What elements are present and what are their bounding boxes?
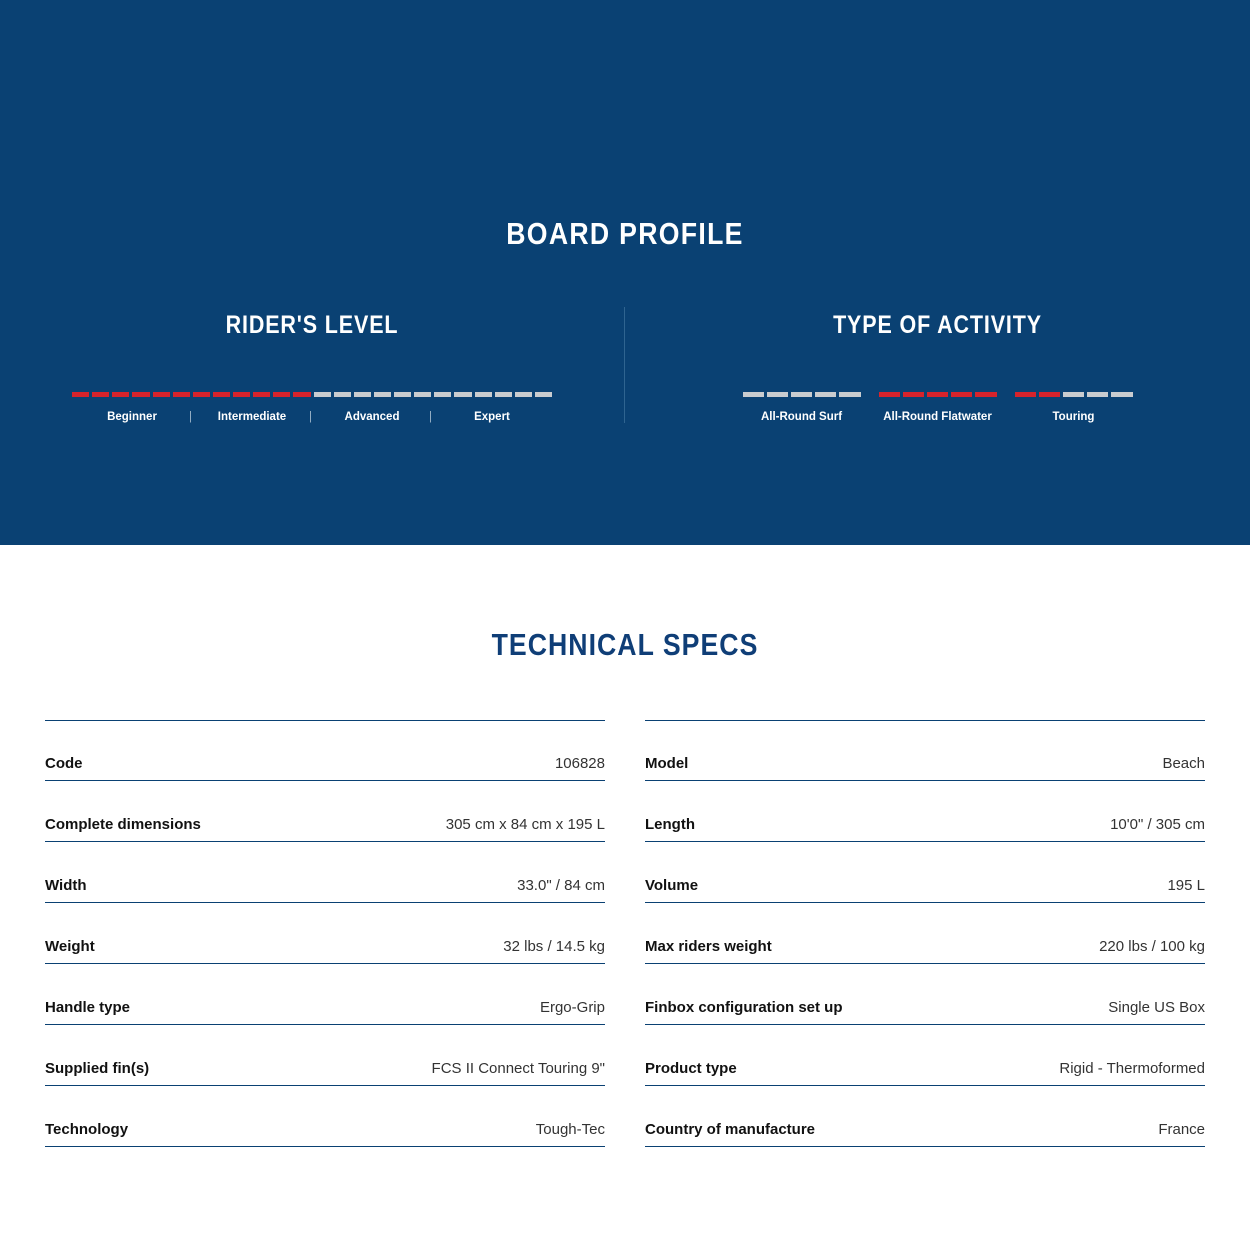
spec-row [645, 1025, 1205, 1086]
level-segment [374, 392, 391, 397]
level-segment [132, 392, 149, 397]
activity-block [625, 307, 1250, 423]
spec-value: 32 lbs / 14.5 kg [503, 938, 605, 955]
activity-segment [791, 392, 812, 397]
spec-row [645, 1086, 1205, 1147]
activity-item [879, 392, 997, 423]
spec-key: Volume [645, 877, 699, 894]
level-segment [273, 392, 290, 397]
level-label: | Advanced [312, 411, 432, 423]
level-segment [414, 392, 431, 397]
level-segment [293, 392, 310, 397]
spec-key: Length [645, 816, 695, 833]
riders-level-title: RIDER'S LEVEL [225, 311, 399, 339]
spec-key: Code [45, 755, 83, 772]
level-segment [173, 392, 190, 397]
activity-meters [625, 392, 1250, 423]
specs-grid [45, 720, 1205, 1147]
spec-value: Beach [1162, 755, 1205, 772]
spec-value: 220 lbs / 100 kg [1099, 938, 1205, 955]
activity-segment [743, 392, 764, 397]
spec-row [645, 842, 1205, 903]
activity-segment [839, 392, 860, 397]
spec-row [45, 1025, 605, 1086]
activity-label: All-Round Surf [760, 411, 843, 423]
spec-value: Ergo-Grip [539, 999, 605, 1016]
spec-row [45, 1086, 605, 1147]
technical-specs-title: TECHNICAL SPECS [491, 627, 759, 662]
activity-segment [975, 392, 996, 397]
spec-key: Country of manufacture [645, 1121, 816, 1138]
activity-bar [879, 392, 997, 397]
spec-key: Technology [45, 1121, 129, 1138]
level-segment [193, 392, 210, 397]
level-segment [354, 392, 371, 397]
riders-level-bar [72, 392, 552, 397]
activity-item [743, 392, 861, 423]
spec-row [45, 842, 605, 903]
level-segment [495, 392, 512, 397]
level-segment [535, 392, 552, 397]
activity-segment [815, 392, 836, 397]
level-segment [92, 392, 109, 397]
spec-key: Product type [645, 1060, 737, 1077]
spec-key: Supplied fin(s) [45, 1060, 150, 1077]
level-segment [434, 392, 451, 397]
level-segment [233, 392, 250, 397]
level-segment [394, 392, 411, 397]
technical-specs-section [0, 627, 1250, 1147]
activity-segment [1111, 392, 1132, 397]
spec-row [645, 720, 1205, 781]
profile-columns [0, 307, 1250, 423]
board-profile-section [0, 0, 1250, 545]
spec-key: Complete dimensions [45, 816, 201, 833]
riders-level-labels [72, 411, 552, 423]
activity-segment [879, 392, 900, 397]
activity-segment [927, 392, 948, 397]
level-segment [112, 392, 129, 397]
level-segment [314, 392, 331, 397]
spec-key: Width [45, 877, 87, 894]
level-segment [213, 392, 230, 397]
spec-row [45, 903, 605, 964]
riders-level-block [0, 307, 625, 423]
activity-segment [1087, 392, 1108, 397]
activity-label: All-Round Flatwater [883, 411, 992, 423]
activity-bar [743, 392, 861, 397]
level-segment [515, 392, 532, 397]
spec-row [645, 964, 1205, 1025]
activity-segment [1063, 392, 1084, 397]
level-label: Beginner [107, 411, 157, 423]
activity-segment [767, 392, 788, 397]
spec-key: Finbox configuration set up [645, 999, 843, 1016]
spec-value: 33.0" / 84 cm [517, 877, 605, 894]
spec-key: Max riders weight [645, 938, 772, 955]
spec-value: 195 L [1167, 877, 1205, 894]
activity-segment [1039, 392, 1060, 397]
spec-row [45, 781, 605, 842]
spec-value: France [1158, 1121, 1205, 1138]
spec-row [45, 720, 605, 781]
spec-value: 106828 [554, 755, 605, 772]
spec-value: Rigid - Thermoformed [1059, 1060, 1205, 1077]
spec-value: 10'0" / 305 cm [1110, 816, 1205, 833]
activity-title: TYPE OF ACTIVITY [833, 311, 1042, 339]
level-segment [253, 392, 270, 397]
activity-segment [903, 392, 924, 397]
riders-level-meter [72, 392, 552, 423]
spec-row [45, 964, 605, 1025]
level-segment [475, 392, 492, 397]
spec-value: Single US Box [1108, 999, 1205, 1016]
activity-item [1015, 392, 1133, 423]
spec-row [645, 781, 1205, 842]
activity-bar [1015, 392, 1133, 397]
spec-row [645, 903, 1205, 964]
specs-column-right [645, 720, 1205, 1147]
level-segment [454, 392, 471, 397]
level-label: | Intermediate [192, 411, 312, 423]
activity-segment [1015, 392, 1036, 397]
activity-segment [951, 392, 972, 397]
spec-value: Tough-Tec [535, 1121, 605, 1138]
level-segment [153, 392, 170, 397]
spec-key: Handle type [45, 999, 131, 1016]
specs-column-left [45, 720, 605, 1147]
level-segment [334, 392, 351, 397]
spec-key: Weight [45, 938, 95, 955]
level-label: | Expert [432, 411, 552, 423]
spec-value: 305 cm x 84 cm x 195 L [445, 816, 605, 833]
activity-label: Touring [1052, 411, 1095, 423]
board-profile-title: BOARD PROFILE [506, 216, 744, 251]
spec-value: FCS II Connect Touring 9" [431, 1060, 605, 1077]
level-segment [72, 392, 89, 397]
spec-key: Model [645, 755, 689, 772]
